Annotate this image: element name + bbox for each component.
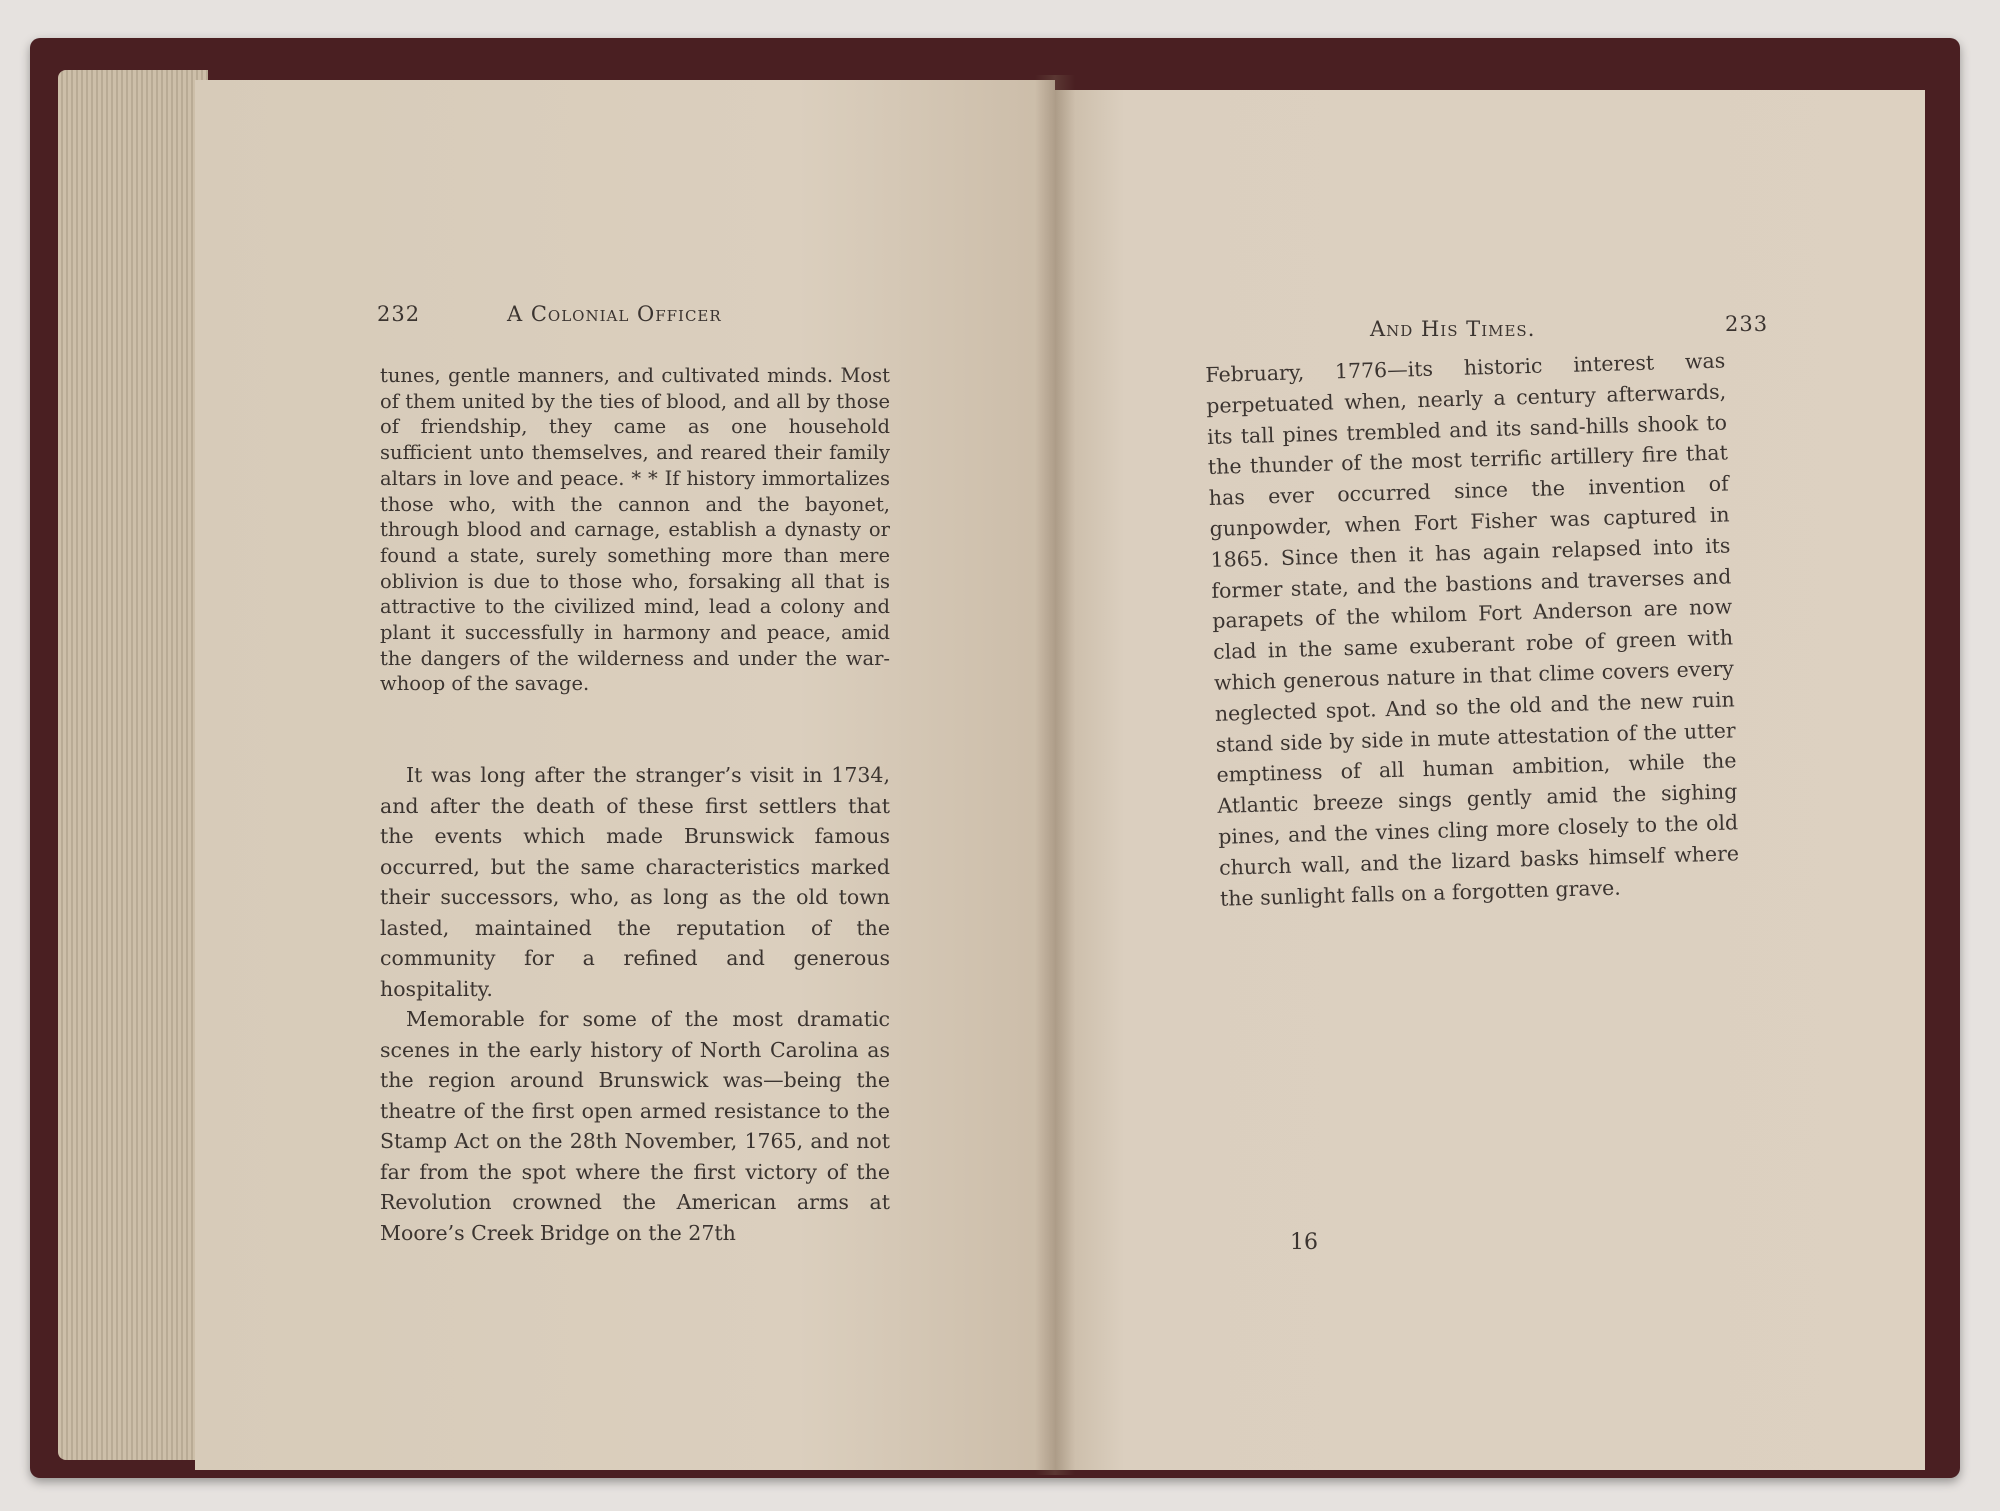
paragraph: It was long after the stranger’s visit in 1734, and after the death of these first settlers that the events which made Brunswick famous occurred, but the same characteristics marked their successors, who, as long as the old town lasted, maintained the reputation of the community for a refined and generous hospitality.	[380, 763, 890, 1001]
right-page	[1055, 90, 1925, 1470]
paragraph: February, 1776—its historic interest was perpetuated when, nearly a century afterwards, its tall pines trembled and its sand-hills shook to the thunder of the most terrific artillery fire that has ever occurred since the invention of gunpowder, when Fort Fisher was captured in 1865. Since then it has again relapsed into its former state, and the bastions and traverses and parapets of the whilom Fort Anderson are now clad in the same exuberant robe of green with which generous nature in that clime covers every neglected spot. And so the old and the new ruin stand side by side in mute attestation of the utter emptiness of all human ambition, while the Atlantic breeze sings gently amid the sighing pines, and the vines cling more closely to the old church wall, and the lizard basks himself where the sunlight falls on a forgotten grave.	[1205, 348, 1740, 911]
paragraph: Memorable for some of the most dramatic scenes in the early history of North Carolina as the region around Brunswick was—being the theatre of the first open armed resistance to the Stamp Act on the 28th November, 1765, and not far from the spot where the first victory of the Revolution crowned the American arms at Moore’s Creek Bridge on the 27th	[380, 1007, 890, 1245]
book-gutter	[1035, 75, 1075, 1475]
signature-mark: 16	[1290, 1230, 1318, 1255]
extract-paragraph: tunes, gentle manners, and cultivated minds. Most of them united by the ties of blood, and all by those of friendship, they came as one household sufficient unto themselves, and reared their family altars in love and peace. * * If history immortalizes those who, with the cannon and the bayonet, through blood and carnage, establish a dynasty or found a state, surely something more than mere oblivion is due to those who, forsaking all that is attractive to the civilized mind, lead a colony and plant it successfully in harmony and peace, amid the dangers of the wilderness and under the war-whoop of the savage.	[380, 364, 890, 696]
running-head-right: And His Times.	[1370, 317, 1536, 341]
page-number-left: 232	[377, 302, 421, 326]
running-head-left: A Colonial Officer	[507, 302, 722, 326]
body-text-right	[1205, 345, 1740, 914]
page-edges-left	[58, 70, 208, 1460]
page-number-right: 233	[1725, 312, 1769, 336]
left-page	[195, 80, 1055, 1470]
body-text-left	[380, 760, 890, 1248]
extract-block	[380, 363, 890, 697]
